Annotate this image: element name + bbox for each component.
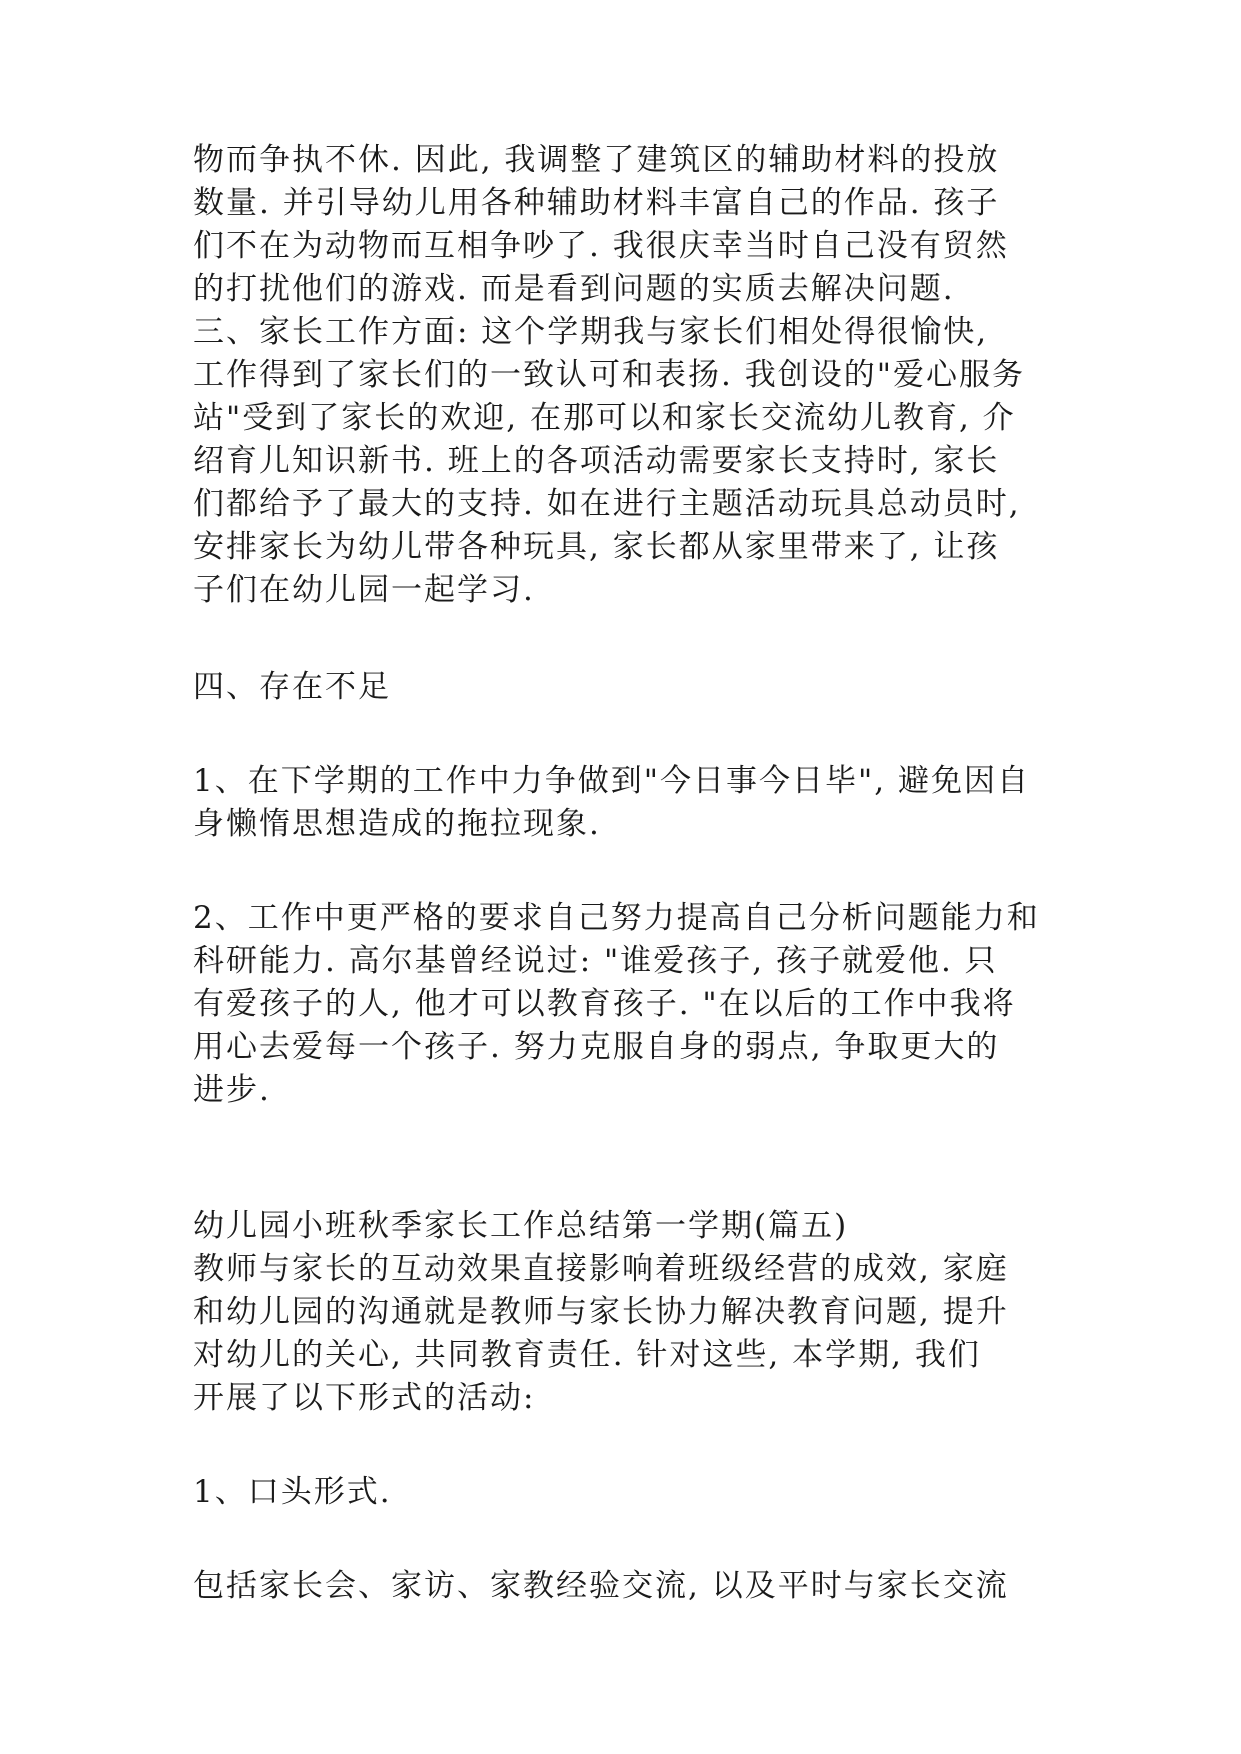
text-line: 们不在为动物而互相争吵了. 我很庆幸当时自己没有贸然 <box>193 228 1009 264</box>
text-line: 安排家长为幼儿带各种玩具, 家长都从家里带来了, 让孩 <box>193 529 1000 565</box>
text-line: 绍育儿知识新书. 班上的各项活动需要家长支持时, 家长 <box>193 443 1000 479</box>
text-line: 们都给予了最大的支持. 如在进行主题活动玩具总动员时, <box>193 486 1021 522</box>
text-line: 有爱孩子的人, 他才可以教育孩子. "在以后的工作中我将 <box>193 986 1016 1022</box>
article-title: 幼儿园小班秋季家长工作总结第一学期(篇五) <box>193 1208 849 1244</box>
text-line: 科研能力. 高尔基曾经说过: "谁爱孩子, 孩子就爱他. 只 <box>193 943 998 979</box>
text-line: 子们在幼儿园一起学习. <box>193 572 535 608</box>
text-line: 对幼儿的关心, 共同教育责任. 针对这些, 本学期, 我们 <box>193 1337 981 1373</box>
text-line: 的打扰他们的游戏. 而是看到问题的实质去解决问题. <box>193 271 955 307</box>
text-line: 身懒惰思想造成的拖拉现象. <box>193 806 601 842</box>
text-line: 和幼儿园的沟通就是教师与家长协力解决教育问题, 提升 <box>193 1294 1009 1330</box>
text-line: 包括家长会、家访、家教经验交流, 以及平时与家长交流 <box>193 1568 1009 1604</box>
text-line: 开展了以下形式的活动: <box>193 1380 536 1416</box>
list-item: 1、在下学期的工作中力争做到"今日事今日毕", 避免因自 <box>193 763 1030 799</box>
list-item: 1、口头形式. <box>193 1474 392 1510</box>
text-line: 数量. 并引导幼儿用各种辅助材料丰富自己的作品. 孩子 <box>193 185 1000 221</box>
text-line: 教师与家长的互动效果直接影响着班级经营的成效, 家庭 <box>193 1251 1009 1287</box>
list-item: 2、工作中更严格的要求自己努力提高自己分析问题能力和 <box>193 900 1040 936</box>
text-line: 物而争执不休. 因此, 我调整了建筑区的辅助材料的投放 <box>193 142 1000 178</box>
text-line: 进步. <box>193 1072 271 1108</box>
section-heading: 四、存在不足 <box>193 669 391 705</box>
text-line: 工作得到了家长们的一致认可和表扬. 我创设的"爱心服务 <box>193 357 1025 393</box>
section-heading: 三、家长工作方面: 这个学期我与家长们相处得很愉快, <box>193 314 989 350</box>
text-line: 站"受到了家长的欢迎, 在那可以和家长交流幼儿教育, 介 <box>193 400 1016 436</box>
text-line: 用心去爱每一个孩子. 努力克服自身的弱点, 争取更大的 <box>193 1029 1000 1065</box>
